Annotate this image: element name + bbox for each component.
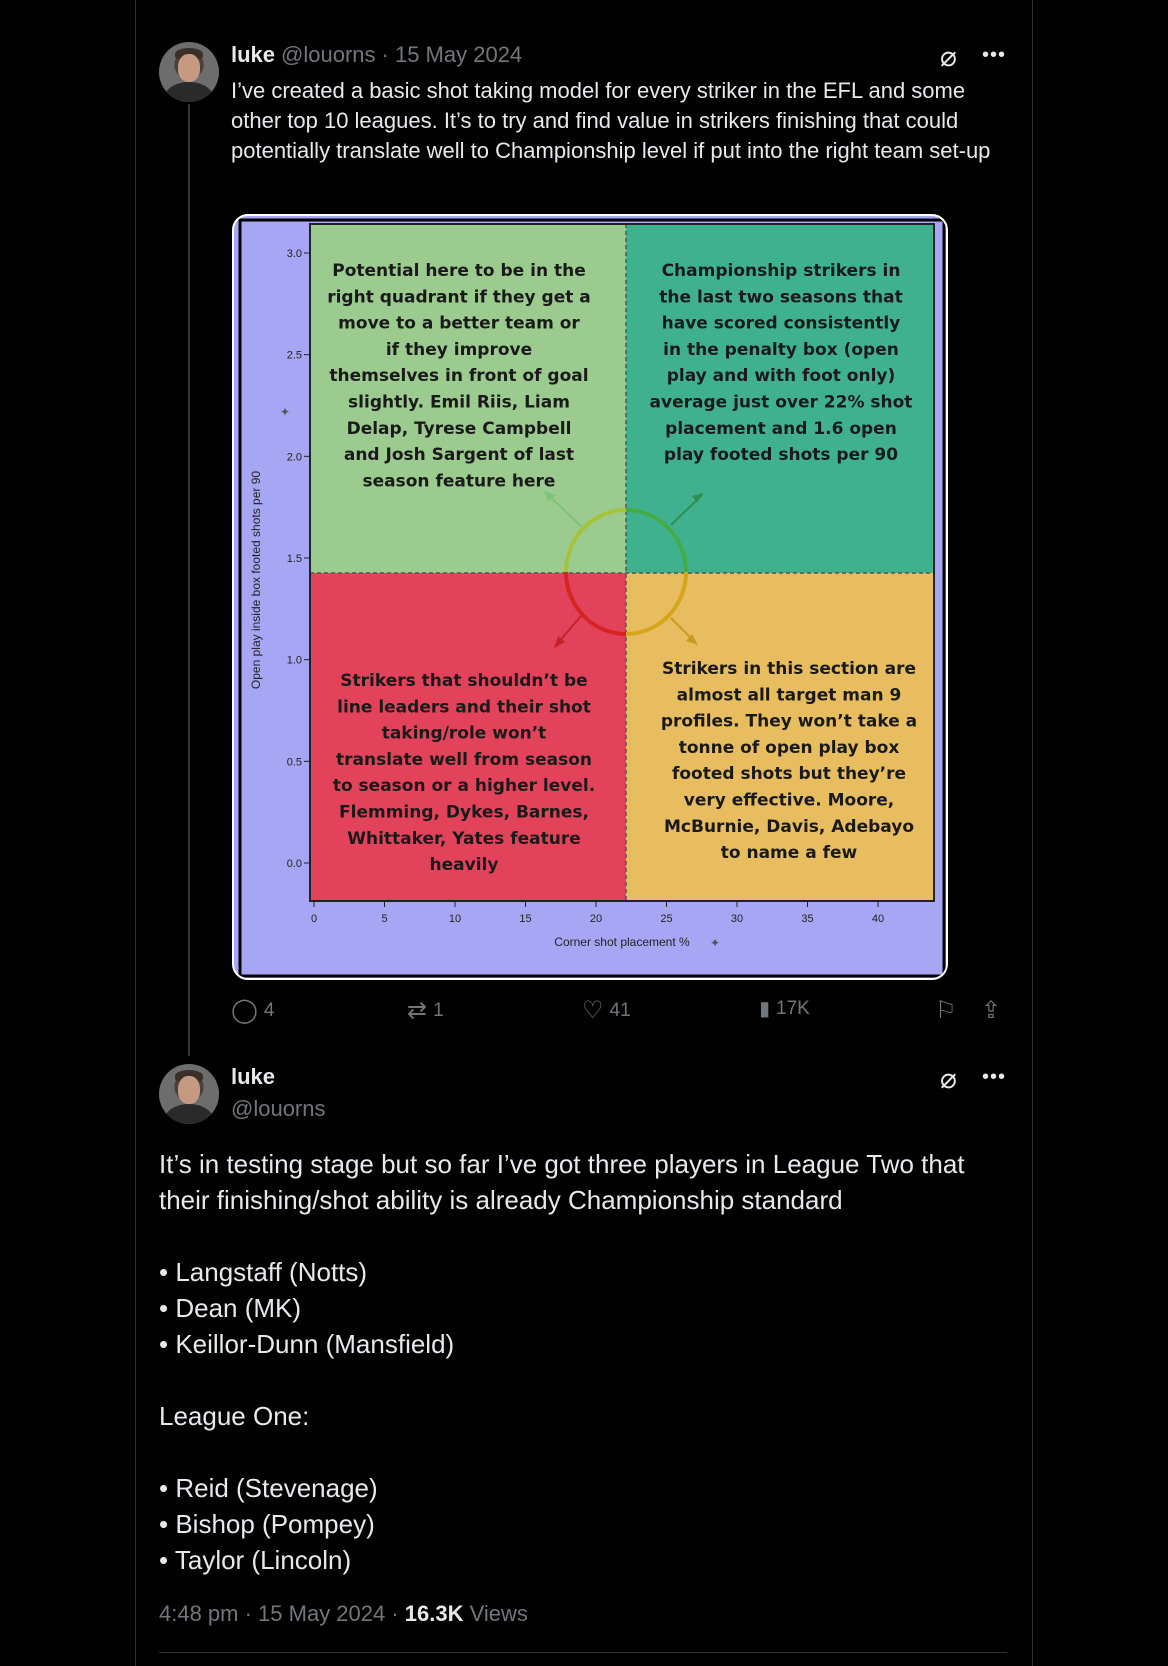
heart-icon: ♡ [582,997,604,1024]
reply-count: 4 [263,999,275,1021]
share-icon: ⇪ [981,997,1002,1024]
quadrant-text-line: McBurnie, Davis, Adebayo [664,816,914,837]
tweet-meta [159,1601,528,1627]
quadrant-text-line: Whittaker, Yates feature [347,828,581,849]
like-count: 41 [609,999,631,1021]
tweet-text: I’ve created a basic shot taking model for every striker in the EFL and some other top 10 leagues. It’s to try and find value in strikers finishing that could potentially translate well to Championship level if put into the right team set-up [231,78,991,163]
quadrant-text-line: Strikers that shouldn’t be [340,671,588,691]
pin-icon: ✦ [280,405,291,419]
tweet-header [231,42,522,68]
quadrant-text-line: to name a few [720,843,858,864]
tweet-date[interactable]: · 15 May 2024 [381,42,523,67]
display-name[interactable]: luke [231,1064,276,1089]
quadrant-text-line: taking/role won’t [381,723,547,744]
quadrant-text-line: tonne of open play box [678,737,900,758]
x-tick-label: 35 [801,913,814,925]
quadrant-text-line: play footed shots per 90 [663,445,899,466]
league-one-heading: League One: [159,1401,310,1431]
quadrant-text-line: translate well from season [336,749,592,770]
tweet-intro: It’s in testing stage but so far I’ve got three players in League Two that their finishing/shot ability is already Championship standard [159,1149,965,1215]
timestamp[interactable]: 4:48 pm · 15 May 2024 · [159,1601,405,1626]
quadrant-text-line: and Josh Sargent of last [343,445,575,466]
share-button[interactable] [981,996,1001,1025]
quadrant-text-line: if they improve [385,339,533,360]
quadrant-text-line: right quadrant if they get a [327,287,591,308]
x-tick-label: 10 [448,913,462,925]
y-tick-label: 3.0 [286,248,302,260]
tweet-actions [231,996,1011,1036]
quadrant-text-line: Potential here to be in the [332,261,586,281]
quadrant-text-line: themselves in front of goal [329,366,589,387]
x-tick-label: 15 [519,913,532,925]
x-tick-label: 0 [310,913,318,925]
x-axis-ticks [311,901,884,925]
like-button[interactable] [582,996,631,1025]
quadrant-text-line: have scored consistently [661,313,901,334]
x-tick-label: 25 [660,913,673,925]
quadrant-text-line: footed shots but they’re [671,764,907,785]
views-button[interactable] [759,996,810,1021]
grok-icon[interactable]: ⌀ [940,41,957,72]
x-axis-label: Corner shot placement % [554,935,690,949]
list-item: • Reid (Stevenage) [159,1473,378,1503]
tweet-body [159,1146,999,1578]
avatar[interactable] [159,42,219,102]
quadrant-text-line: average just over 22% shot [649,392,913,413]
bar-chart-icon: ▮ [759,998,771,1020]
list-item: • Bishop (Pompey) [159,1509,375,1539]
reply-button[interactable] [231,996,274,1025]
quadrant-text-line: the last two seasons that [659,287,903,308]
repost-button[interactable] [407,996,444,1025]
views-count: 16.3K [404,1601,464,1626]
quadrant-text-line: Championship strikers in [661,261,901,281]
display-name[interactable]: luke [231,42,276,67]
y-tick-label: 2.0 [286,451,302,464]
x-tick-label: 20 [589,913,603,925]
list-item: • Dean (MK) [159,1293,302,1323]
x-tick-label: 5 [381,913,388,925]
quadrant-text-line: to season or a higher level. [332,776,596,797]
y-axis-ticks [287,248,310,870]
quadrant-text-line: heavily [429,855,499,876]
repost-count: 1 [433,999,444,1021]
quadrant-text-line: placement and 1.6 open [665,418,897,439]
quadrant-text-line: play and with foot only) [666,366,896,387]
quadrant-text-line: profiles. They won’t take a [660,711,918,732]
chart-svg [234,216,948,980]
thread-line [188,104,190,1056]
y-axis-label: Open play inside box footed shots per 90 [249,470,263,690]
more-icon[interactable]: ••• [982,1066,1007,1088]
quadrant-chart-image[interactable] [232,214,948,980]
quadrant-text-top-left [327,261,591,491]
repost-icon: ⇄ [407,997,428,1024]
y-tick-label: 1.0 [286,654,302,667]
y-tick-label: 0.5 [286,756,302,769]
quadrant-text-line: move to a better team or [338,313,580,334]
bookmark-icon: ⚐ [935,997,957,1024]
quadrant-text-line: in the penalty box (open [663,339,899,360]
avatar[interactable] [159,1064,219,1124]
views-label: Views [463,1601,528,1626]
grok-icon[interactable]: ⌀ [940,1063,957,1094]
y-tick-label: 0.0 [286,858,302,870]
quadrant-text-line: very effective. Moore, [683,790,895,811]
pin-icon: ✦ [710,936,721,950]
handle[interactable]: @louorns [231,1096,326,1121]
quadrant-text-line: Delap, Tyrese Campbell [346,418,572,439]
x-tick-label: 30 [730,913,744,925]
quadrant-text-line: slightly. Emil Riis, Liam [348,392,570,413]
list-item: • Taylor (Lincoln) [159,1545,352,1575]
x-tick-label: 40 [871,913,885,925]
handle[interactable]: @louorns [281,42,376,67]
quadrant-text-line: Strikers in this section are [661,659,917,679]
divider [159,1652,1007,1653]
y-tick-label: 2.5 [286,349,302,362]
quadrant-text-line: almost all target man 9 [676,685,902,706]
quadrant-text-line: Flemming, Dykes, Barnes, [339,802,589,823]
bookmark-button[interactable] [935,996,957,1025]
view-count: 17K [776,997,810,1019]
reply-icon: ◯ [231,997,258,1024]
quadrant-text-line: line leaders and their shot [337,697,591,718]
quadrant-text-line: season feature here [362,471,556,492]
more-icon[interactable]: ••• [982,44,1007,66]
list-item: • Langstaff (Notts) [159,1257,368,1287]
y-tick-label: 1.5 [286,553,302,565]
list-item: • Keillor-Dunn (Mansfield) [159,1329,455,1359]
